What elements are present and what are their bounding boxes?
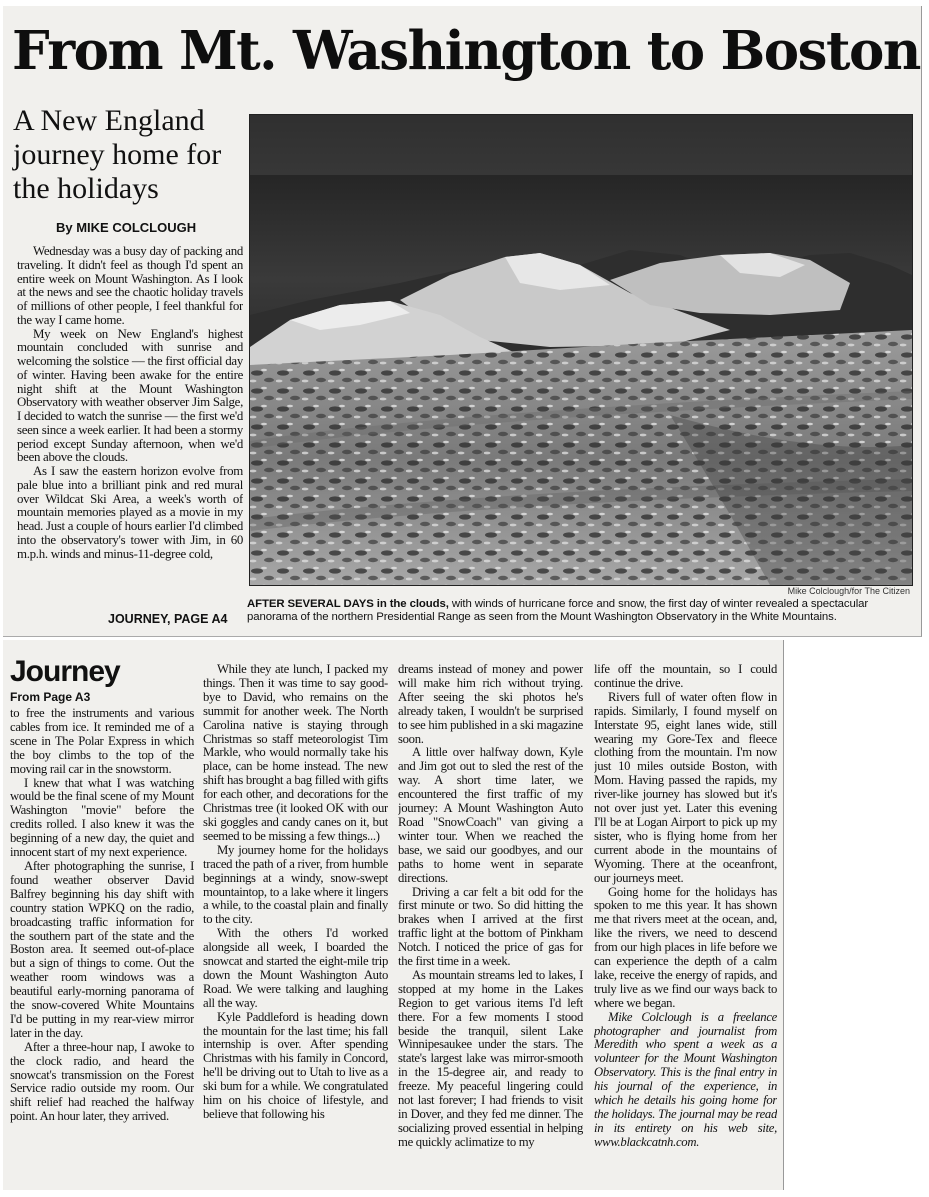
lead-paragraph: Wednesday was a busy day of packing and traveling. It didn't feel as though I'd spent an entire week on Mount Washington. As I look at the news and see the chaotic holiday travels of millions of other people, I feel thankful for the way I came home. (17, 245, 243, 327)
jump-heading: Journey (10, 655, 120, 688)
paragraph: While they ate lunch, I packed my things. Then it was time to say good-bye to David, who remains on the summit for another week. The North Carolina native is staying through Christmas so staff meteorologist Tim Markle, who would normally take his place, can be home instead. The new shift has brought a bag filled with gifts for each other, and decorations for the Christmas tree (it looked OK with our ski goggles and candy canes on it, but seemed to be missing a few things...) (203, 663, 388, 843)
headline: From Mt. Washington to Boston (12, 20, 920, 82)
jump-column-1 (10, 707, 194, 1177)
paragraph: A little over halfway down, Kyle and Jim got out to sled the rest of the way. A short time later, we encountered the first traffic of my journey: A Mount Washington Auto Road "SnowCoach" van giving a winter tour. When we reached the base, we said our goodbyes, and our paths to home went in separate directions. (398, 745, 583, 885)
lead-story-text (17, 245, 243, 599)
jump-line: JOURNEY, PAGE A4 (108, 612, 228, 626)
paragraph: After a three-hour nap, I awoke to the clock radio, and heard the snowcat's transmission on the Forest Service radio outside my room. Our shift relief had reached the halfway point. An hour later, they arrived. (10, 1039, 194, 1124)
paragraph: My journey home for the holidays traced the path of a river, from humble beginnings at a windy, snow-swept mountaintop, to a lake where it lingers a while, to the coastal plain and finally to the city. (203, 842, 388, 927)
paragraph: Kyle Paddleford is heading down the mountain for the last time; his fall internship is over. After spending Christmas with his family in Concord, he'll be driving out to Utah to live as a ski bum for a while. We congratulated him on his choice of lifestyle, and believe that following his (203, 1009, 388, 1121)
paragraph: dreams instead of money and power will make him rich without trying. After seeing the ski photos he's already taken, I wouldn't be surprised to see him published in a ski magazine soon. (398, 663, 583, 746)
jump-column-3 (398, 663, 583, 1177)
jump-column-4 (594, 663, 777, 1177)
jump-from-label: From Page A3 (10, 690, 91, 704)
photo-credit: Mike Colclough/for The Citizen (787, 586, 910, 596)
jump-column-2 (203, 663, 388, 1177)
paragraph: I knew that what I was watching would be the final scene of my Mount Washington "movie" before the credits rolled. I also knew it was the beginning of a new day, the quiet and innocent start of my next experience. (10, 775, 194, 860)
photo-caption (247, 598, 911, 624)
lead-paragraph: My week on New England's highest mountain concluded with sunrise and welcoming the solstice — the first official day of winter. Having been awake for the entire night shift at the Mount Washington Observatory with weather observer Jim Salge, I decided to watch the sunrise — the first we'd seen since a week earlier. It had been a stormy period except Sunday afternoon, when we'd been above the clouds. (17, 326, 243, 465)
byline: By MIKE COLCLOUGH (56, 220, 197, 235)
author-bio: Mike Colclough is a freelance photographer and journalist from Meredith who spent a week as a volunteer for the Mount Washington Observatory. This is the final entry in his journal of the experience, in which he details his going home for the holidays. The journal may be read in its entirety on his web site, www.blackcatnh.com. (594, 1009, 777, 1149)
paragraph: Going home for the holidays has spoken to me this year. It has shown me that rivers meet at the ocean, and, like the rivers, we need to descend from our high places in life before we can experience the depth of a calm lake, receive the energy of rapids, and truly live as we find our ways back to where we began. (594, 884, 777, 1010)
caption-text: with winds of hurricane force and snow, the first day of winter revealed a spectacular panorama of the northern Presidential Range as seen from the Mount Washington Observatory in the White Mountains. (247, 598, 869, 624)
mountain-photo (249, 114, 913, 586)
paragraph: to free the instruments and various cables from ice. It reminded me of a scene in The Polar Express in which the boy climbs to the top of the moving rail car in the snowstorm. (10, 707, 194, 776)
lead-paragraph: As I saw the eastern horizon evolve from pale blue into a brilliant pink and red mural over Wildcat Ski Area, a week's worth of mountain memories played as a movie in my head. Just a couple of hours earlier I'd climbed into the observatory's tower with Jim, in 60 m.p.h. winds and minus-11-degree cold, (17, 464, 243, 561)
deck-subheadline: A New England journey home for the holidays (13, 104, 222, 205)
paragraph: As mountain streams led to lakes, I stopped at my home in the Lakes Region to get various items I'd left there. For a few moments I stood beside the tranquil, silent Lake Winnipesaukee under the stars. The state's largest lake was mirror-smooth in the 15-degree air, and ready to freeze. My peaceful lingering could not last forever; I had friends to visit in Dover, and they fed me dinner. The socializing proved essential in helping me quickly aclimatize to my (398, 967, 583, 1149)
paragraph: Driving a car felt a bit odd for the first minute or two. So did hitting the brakes when I arrived at the first traffic light at the bottom of Pinkham Notch. I noticed the price of gas for the first time in a week. (398, 884, 583, 969)
paragraph: With the others I'd worked alongside all week, I boarded the snowcat and started the eight-mile trip down the Mount Washington Auto Road. We were talking and laughing all the way. (203, 926, 388, 1010)
paragraph: After photographing the sunrise, I found weather observer David Balfrey beginning his day shift with country station WPKQ on the radio, broadcasting traffic information for the southern part of the state and the Boston area. It seemed out-of-place but a sign of things to come. Out the weather room windows was a beautiful early-morning panorama of the snow-covered White Mountains I'd be putting in my rear-view mirror later in the day. (10, 858, 194, 1040)
paragraph: Rivers full of water often flow in rapids. Similarly, I found myself on Interstate 95, eight lanes wide, still wearing my Gore-Tex and fleece clothing from the mountain. I'm now just 10 miles outside Boston, with Mom. Having passed the rapids, my river-like journey has slowed but it's not over just yet. Later this evening I'll be at Logan Airport to pick up my sister, who is flying home from her current abode in the mountains of Wyoming. There at the oceanfront, our journeys meet. (594, 689, 777, 885)
caption-lead: AFTER SEVERAL DAYS in the clouds, (247, 598, 449, 610)
paragraph: life off the mountain, so I could continue the drive. (594, 663, 777, 690)
